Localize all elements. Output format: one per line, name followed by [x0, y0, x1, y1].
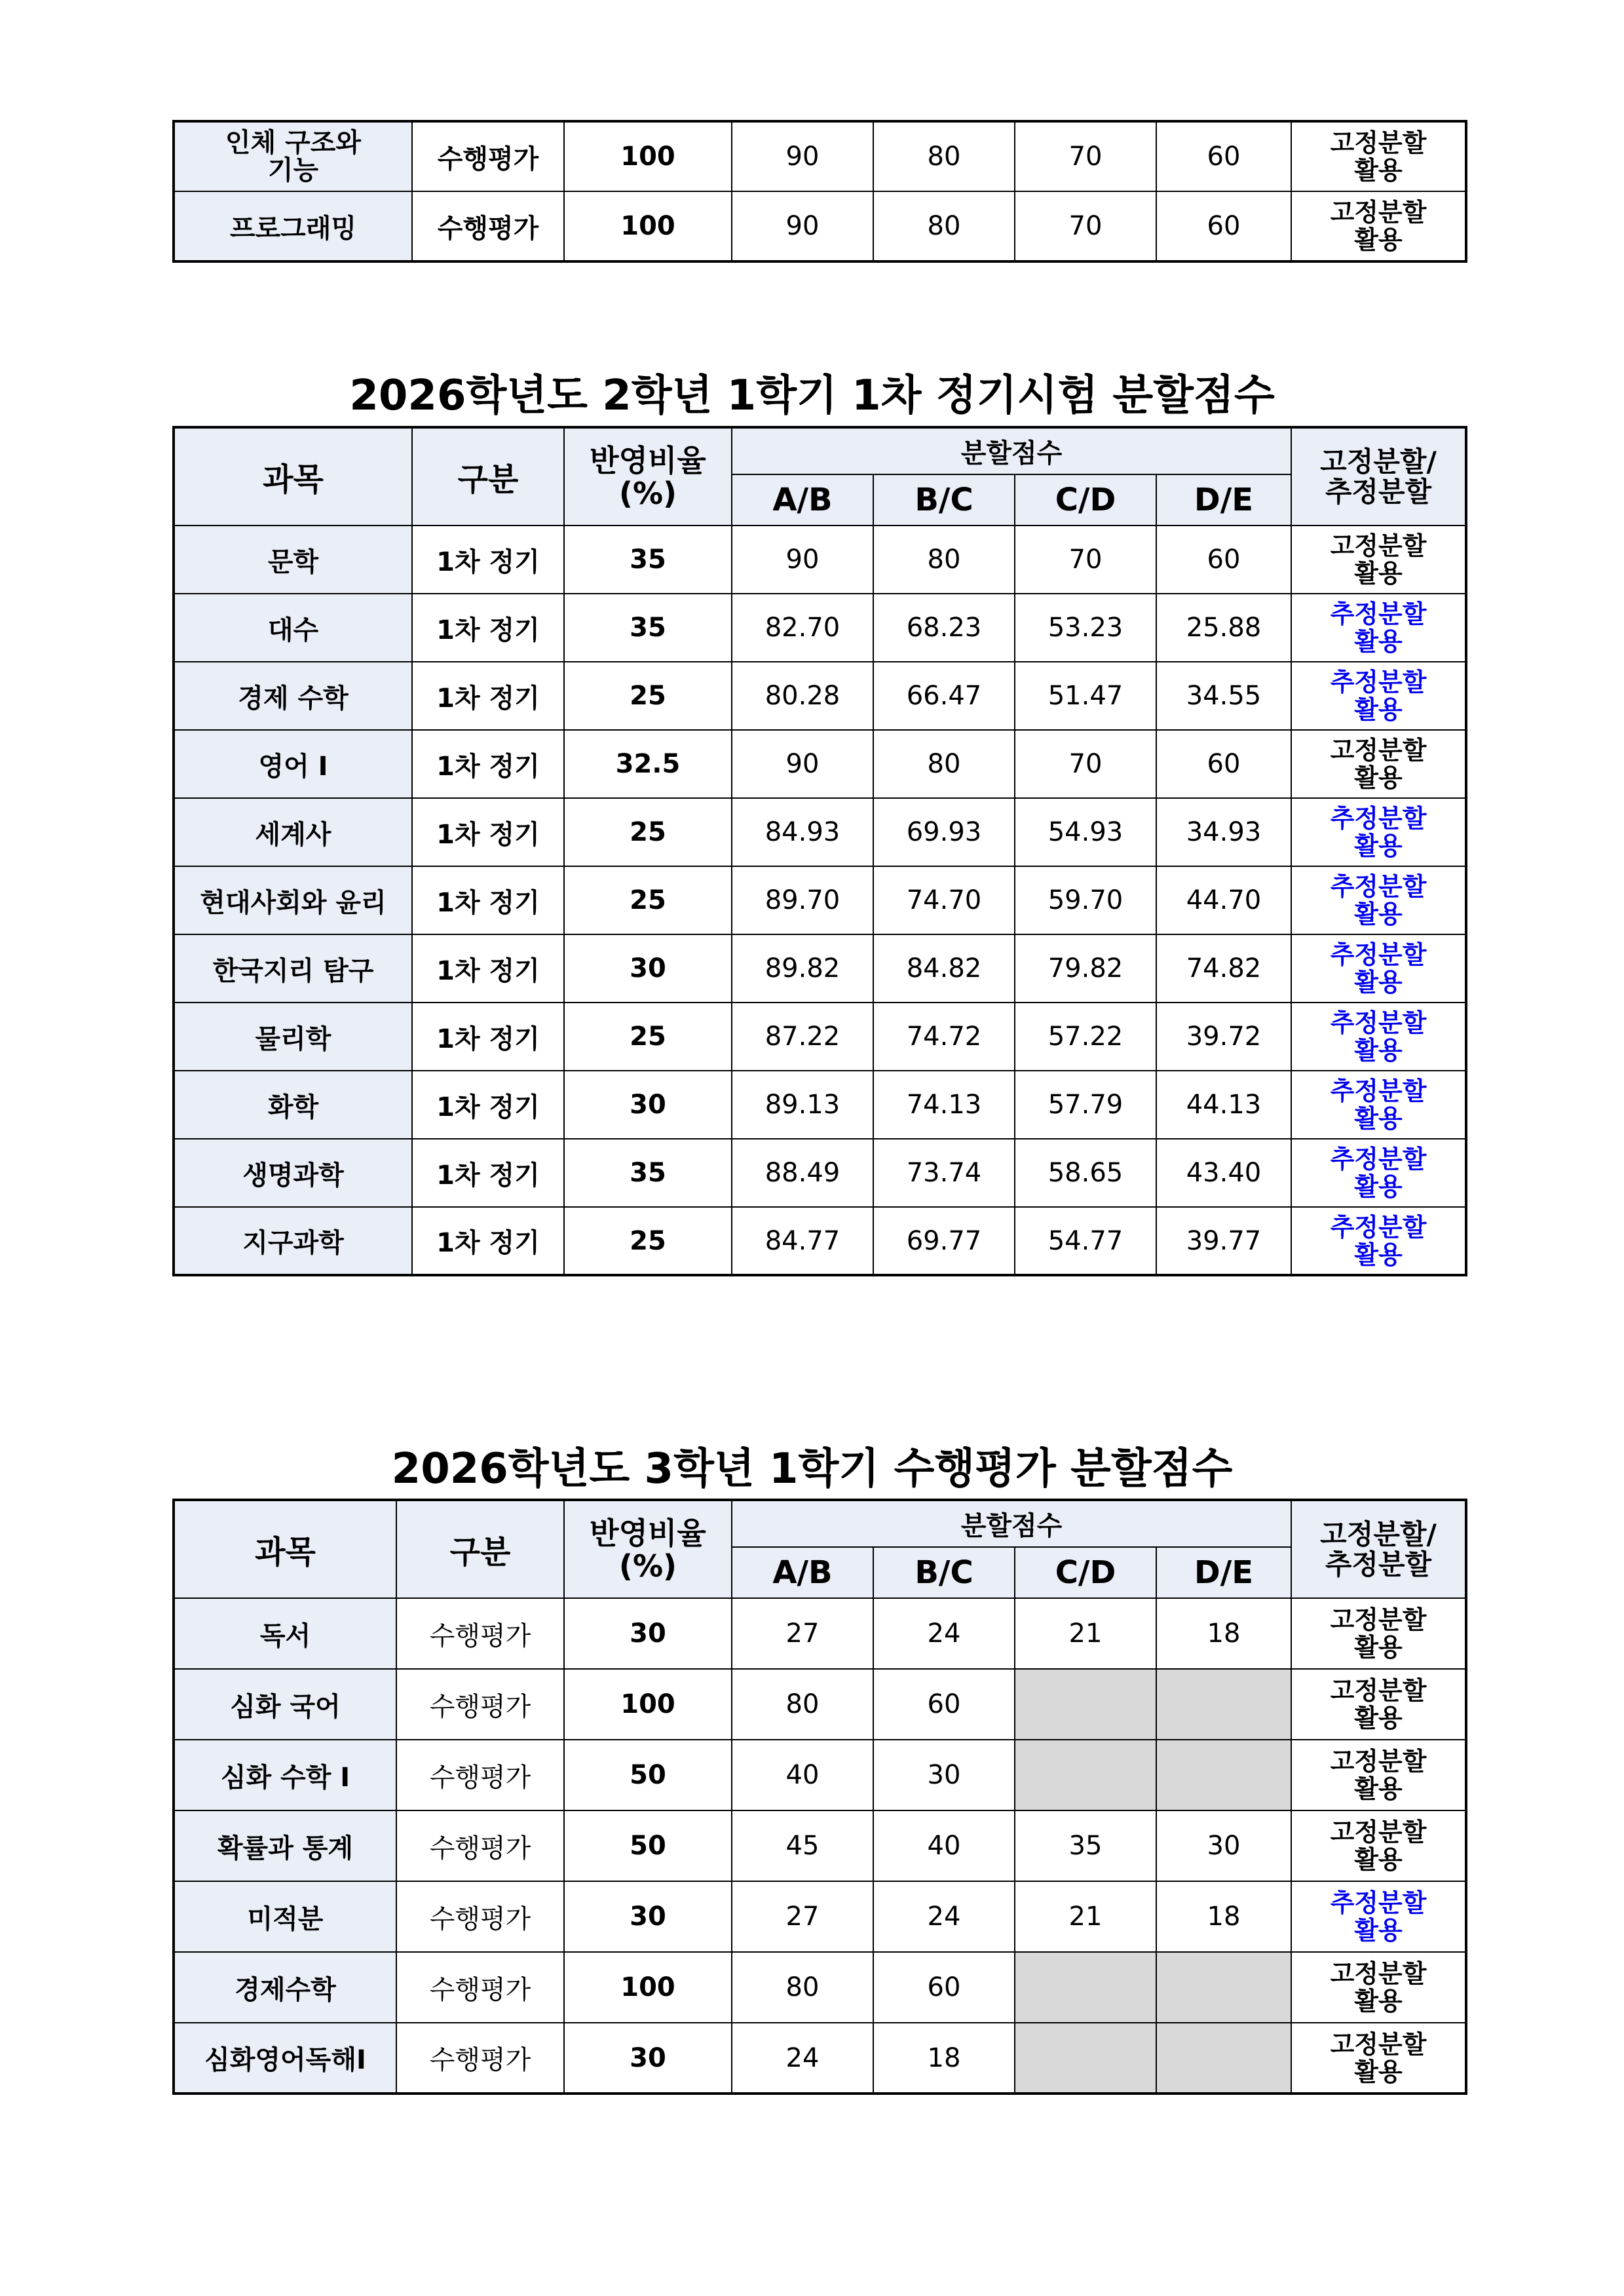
header-bc: B/C — [873, 474, 1015, 526]
cutoff-bc-cell: 60 — [873, 1952, 1015, 2023]
subject-cell: 대수 — [174, 594, 412, 662]
subject-cell: 심화영어독해Ⅰ — [174, 2023, 396, 2094]
cutoff-cd-cell — [1015, 1740, 1156, 1810]
header-ratio: 반영비율 (%) — [564, 427, 732, 526]
cutoff-bc-cell: 73.74 — [873, 1139, 1015, 1207]
subject-cell: 프로그래밍 — [174, 191, 412, 261]
type-cell: 1차 정기 — [412, 730, 564, 798]
cutoff-de-cell — [1156, 1952, 1291, 2023]
cutoff-de-cell: 74.82 — [1156, 934, 1291, 1003]
cutoff-ab-cell: 88.49 — [732, 1139, 873, 1207]
cutoff-cd-cell: 70 — [1015, 730, 1156, 798]
table-row — [174, 730, 1466, 798]
section2-score-table — [172, 426, 1467, 1276]
type-cell: 1차 정기 — [412, 1139, 564, 1207]
cutoff-de-cell: 34.93 — [1156, 798, 1291, 866]
ratio-cell: 100 — [564, 191, 732, 261]
type-cell: 수행평가 — [396, 1952, 564, 2023]
cutoff-de-cell: 43.40 — [1156, 1139, 1291, 1207]
ratio-cell: 50 — [564, 1810, 732, 1881]
ratio-cell: 25 — [564, 662, 732, 730]
section2-table-header — [174, 427, 1466, 526]
table-row — [174, 1740, 1466, 1810]
subject-cell: 지구과학 — [174, 1207, 412, 1275]
cutoff-cd-cell: 53.23 — [1015, 594, 1156, 662]
table-row — [174, 594, 1466, 662]
subject-cell: 심화 수학 Ⅰ — [174, 1740, 396, 1810]
cutoff-bc-cell: 69.93 — [873, 798, 1015, 866]
section2-title: 2026학년도 2학년 1학기 1차 정기시험 분할점수 — [349, 372, 1275, 420]
cutoff-cd-cell — [1015, 1669, 1156, 1740]
header-cd: C/D — [1015, 474, 1156, 526]
cutoff-ab-cell: 89.82 — [732, 934, 873, 1003]
type-cell: 1차 정기 — [412, 594, 564, 662]
table-row — [174, 1003, 1466, 1071]
cutoff-cd-cell: 57.22 — [1015, 1003, 1156, 1071]
header-subject: 과목 — [174, 1500, 396, 1598]
table-row — [174, 191, 1466, 261]
top-score-table — [172, 120, 1467, 263]
table-row — [174, 1139, 1466, 1207]
subject-cell: 문학 — [174, 526, 412, 594]
type-cell: 1차 정기 — [412, 1003, 564, 1071]
header-cutoff: 분할점수 — [732, 1500, 1291, 1547]
cutoff-cd-cell: 59.70 — [1015, 866, 1156, 934]
ratio-cell: 25 — [564, 1003, 732, 1071]
cutoff-cd-cell: 70 — [1015, 121, 1156, 191]
cutoff-bc-cell: 80 — [873, 191, 1015, 261]
type-cell: 수행평가 — [412, 121, 564, 191]
cutoff-ab-cell: 80 — [732, 1952, 873, 2023]
type-cell: 1차 정기 — [412, 662, 564, 730]
note-cell: 추정분할 활용 — [1291, 866, 1466, 934]
ratio-cell: 30 — [564, 1598, 732, 1669]
header-subject: 과목 — [174, 427, 412, 526]
ratio-cell: 100 — [564, 1952, 732, 2023]
note-cell: 고정분할 활용 — [1291, 2023, 1466, 2094]
type-cell: 수행평가 — [396, 1598, 564, 1669]
table-row — [174, 2023, 1466, 2094]
type-cell: 수행평가 — [396, 1810, 564, 1881]
ratio-cell: 35 — [564, 526, 732, 594]
cutoff-cd-cell: 70 — [1015, 526, 1156, 594]
cutoff-ab-cell: 90 — [732, 526, 873, 594]
note-cell: 고정분할 활용 — [1291, 730, 1466, 798]
cutoff-bc-cell: 80 — [873, 730, 1015, 798]
cutoff-de-cell: 60 — [1156, 121, 1291, 191]
cutoff-de-cell: 18 — [1156, 1881, 1291, 1952]
subject-cell: 심화 국어 — [174, 1669, 396, 1740]
cutoff-de-cell: 60 — [1156, 191, 1291, 261]
subject-cell: 생명과학 — [174, 1139, 412, 1207]
cutoff-cd-cell — [1015, 2023, 1156, 2094]
cutoff-cd-cell: 35 — [1015, 1810, 1156, 1881]
section3-score-table — [172, 1499, 1467, 2095]
subject-cell: 한국지리 탐구 — [174, 934, 412, 1003]
header-cutoff: 분할점수 — [732, 427, 1291, 474]
table-row — [174, 866, 1466, 934]
cutoff-de-cell: 44.70 — [1156, 866, 1291, 934]
table-row — [174, 1669, 1466, 1740]
cutoff-de-cell: 60 — [1156, 730, 1291, 798]
table-row — [174, 121, 1466, 191]
cutoff-bc-cell: 24 — [873, 1598, 1015, 1669]
cutoff-de-cell: 60 — [1156, 526, 1291, 594]
note-cell: 추정분할 활용 — [1291, 1139, 1466, 1207]
note-cell: 추정분할 활용 — [1291, 594, 1466, 662]
cutoff-bc-cell: 60 — [873, 1669, 1015, 1740]
cutoff-de-cell: 39.77 — [1156, 1207, 1291, 1275]
note-cell: 고정분할 활용 — [1291, 1810, 1466, 1881]
ratio-cell: 30 — [564, 934, 732, 1003]
top-table-body — [174, 121, 1466, 261]
ratio-cell: 100 — [564, 121, 732, 191]
header-ab: A/B — [732, 474, 873, 526]
header-ratio: 반영비율 (%) — [564, 1500, 732, 1598]
subject-cell: 현대사회와 윤리 — [174, 866, 412, 934]
cutoff-bc-cell: 24 — [873, 1881, 1015, 1952]
note-cell: 고정분할 활용 — [1291, 121, 1466, 191]
ratio-cell: 50 — [564, 1740, 732, 1810]
table-row — [174, 1810, 1466, 1881]
note-cell: 고정분할 활용 — [1291, 526, 1466, 594]
type-cell: 1차 정기 — [412, 866, 564, 934]
cutoff-ab-cell: 90 — [732, 191, 873, 261]
table-row — [174, 526, 1466, 594]
section2-table-body — [174, 526, 1466, 1275]
cutoff-bc-cell: 30 — [873, 1740, 1015, 1810]
cutoff-ab-cell: 40 — [732, 1740, 873, 1810]
table-row — [174, 662, 1466, 730]
table-row — [174, 934, 1466, 1003]
subject-cell: 경제수학 — [174, 1952, 396, 2023]
cutoff-de-cell: 18 — [1156, 1598, 1291, 1669]
cutoff-cd-cell: 79.82 — [1015, 934, 1156, 1003]
note-cell: 추정분할 활용 — [1291, 1881, 1466, 1952]
table-row — [174, 1881, 1466, 1952]
type-cell: 수행평가 — [396, 1740, 564, 1810]
cutoff-de-cell: 30 — [1156, 1810, 1291, 1881]
cutoff-bc-cell: 40 — [873, 1810, 1015, 1881]
type-cell: 수행평가 — [396, 1881, 564, 1952]
section3-table-body — [174, 1598, 1466, 2094]
cutoff-bc-cell: 74.72 — [873, 1003, 1015, 1071]
header-cd: C/D — [1015, 1547, 1156, 1598]
note-cell: 고정분할 활용 — [1291, 191, 1466, 261]
note-cell: 고정분할 활용 — [1291, 1669, 1466, 1740]
header-ab: A/B — [732, 1547, 873, 1598]
cutoff-cd-cell: 21 — [1015, 1598, 1156, 1669]
cutoff-cd-cell: 54.93 — [1015, 798, 1156, 866]
cutoff-bc-cell: 69.77 — [873, 1207, 1015, 1275]
cutoff-bc-cell: 74.70 — [873, 866, 1015, 934]
note-cell: 추정분할 활용 — [1291, 1207, 1466, 1275]
cutoff-bc-cell: 68.23 — [873, 594, 1015, 662]
ratio-cell: 30 — [564, 2023, 732, 2094]
subject-cell: 확률과 통계 — [174, 1810, 396, 1881]
subject-cell: 물리학 — [174, 1003, 412, 1071]
cutoff-cd-cell: 58.65 — [1015, 1139, 1156, 1207]
subject-cell: 미적분 — [174, 1881, 396, 1952]
note-cell: 추정분할 활용 — [1291, 934, 1466, 1003]
subject-cell: 영어 Ⅰ — [174, 730, 412, 798]
table-row — [174, 1952, 1466, 2023]
cutoff-ab-cell: 89.70 — [732, 866, 873, 934]
cutoff-bc-cell: 74.13 — [873, 1071, 1015, 1139]
cutoff-cd-cell — [1015, 1952, 1156, 2023]
ratio-cell: 25 — [564, 1207, 732, 1275]
cutoff-de-cell — [1156, 1740, 1291, 1810]
table-row — [174, 1207, 1466, 1275]
subject-cell: 화학 — [174, 1071, 412, 1139]
header-type: 구분 — [396, 1500, 564, 1598]
cutoff-de-cell: 39.72 — [1156, 1003, 1291, 1071]
cutoff-cd-cell: 57.79 — [1015, 1071, 1156, 1139]
cutoff-ab-cell: 84.93 — [732, 798, 873, 866]
cutoff-bc-cell: 18 — [873, 2023, 1015, 2094]
note-cell: 고정분할 활용 — [1291, 1952, 1466, 2023]
header-note: 고정분할/ 추정분할 — [1291, 427, 1466, 526]
type-cell: 수행평가 — [412, 191, 564, 261]
cutoff-cd-cell: 70 — [1015, 191, 1156, 261]
cutoff-de-cell — [1156, 1669, 1291, 1740]
cutoff-de-cell: 25.88 — [1156, 594, 1291, 662]
cutoff-ab-cell: 90 — [732, 121, 873, 191]
cutoff-ab-cell: 90 — [732, 730, 873, 798]
cutoff-de-cell: 34.55 — [1156, 662, 1291, 730]
ratio-cell: 30 — [564, 1881, 732, 1952]
type-cell: 1차 정기 — [412, 798, 564, 866]
cutoff-bc-cell: 80 — [873, 526, 1015, 594]
cutoff-bc-cell: 84.82 — [873, 934, 1015, 1003]
cutoff-ab-cell: 82.70 — [732, 594, 873, 662]
note-cell: 추정분할 활용 — [1291, 1071, 1466, 1139]
cutoff-ab-cell: 27 — [732, 1598, 873, 1669]
table-row — [174, 1071, 1466, 1139]
cutoff-ab-cell: 24 — [732, 2023, 873, 2094]
cutoff-ab-cell: 84.77 — [732, 1207, 873, 1275]
cutoff-cd-cell: 21 — [1015, 1881, 1156, 1952]
cutoff-de-cell — [1156, 2023, 1291, 2094]
type-cell: 1차 정기 — [412, 526, 564, 594]
ratio-cell: 32.5 — [564, 730, 732, 798]
type-cell: 1차 정기 — [412, 934, 564, 1003]
note-cell: 추정분할 활용 — [1291, 798, 1466, 866]
cutoff-ab-cell: 80.28 — [732, 662, 873, 730]
subject-cell: 인체 구조와 기능 — [174, 121, 412, 191]
ratio-cell: 25 — [564, 798, 732, 866]
table-row — [174, 798, 1466, 866]
cutoff-bc-cell: 80 — [873, 121, 1015, 191]
header-de: D/E — [1156, 1547, 1291, 1598]
header-de: D/E — [1156, 474, 1291, 526]
type-cell: 수행평가 — [396, 2023, 564, 2094]
type-cell: 1차 정기 — [412, 1071, 564, 1139]
header-bc: B/C — [873, 1547, 1015, 1598]
cutoff-cd-cell: 54.77 — [1015, 1207, 1156, 1275]
header-type: 구분 — [412, 427, 564, 526]
ratio-cell: 100 — [564, 1669, 732, 1740]
section3-table-header — [174, 1500, 1466, 1598]
header-note: 고정분할/ 추정분할 — [1291, 1500, 1466, 1598]
note-cell: 추정분할 활용 — [1291, 1003, 1466, 1071]
note-cell: 고정분할 활용 — [1291, 1598, 1466, 1669]
subject-cell: 독서 — [174, 1598, 396, 1669]
cutoff-ab-cell: 45 — [732, 1810, 873, 1881]
cutoff-bc-cell: 66.47 — [873, 662, 1015, 730]
subject-cell: 세계사 — [174, 798, 412, 866]
subject-cell: 경제 수학 — [174, 662, 412, 730]
type-cell: 1차 정기 — [412, 1207, 564, 1275]
note-cell: 고정분할 활용 — [1291, 1740, 1466, 1810]
ratio-cell: 30 — [564, 1071, 732, 1139]
ratio-cell: 35 — [564, 594, 732, 662]
ratio-cell: 25 — [564, 866, 732, 934]
cutoff-cd-cell: 51.47 — [1015, 662, 1156, 730]
ratio-cell: 35 — [564, 1139, 732, 1207]
cutoff-ab-cell: 87.22 — [732, 1003, 873, 1071]
cutoff-ab-cell: 27 — [732, 1881, 873, 1952]
section3-title: 2026학년도 3학년 1학기 수행평가 분할점수 — [391, 1445, 1233, 1493]
type-cell: 수행평가 — [396, 1669, 564, 1740]
note-cell: 추정분할 활용 — [1291, 662, 1466, 730]
cutoff-ab-cell: 80 — [732, 1669, 873, 1740]
table-row — [174, 1598, 1466, 1669]
cutoff-ab-cell: 89.13 — [732, 1071, 873, 1139]
cutoff-de-cell: 44.13 — [1156, 1071, 1291, 1139]
